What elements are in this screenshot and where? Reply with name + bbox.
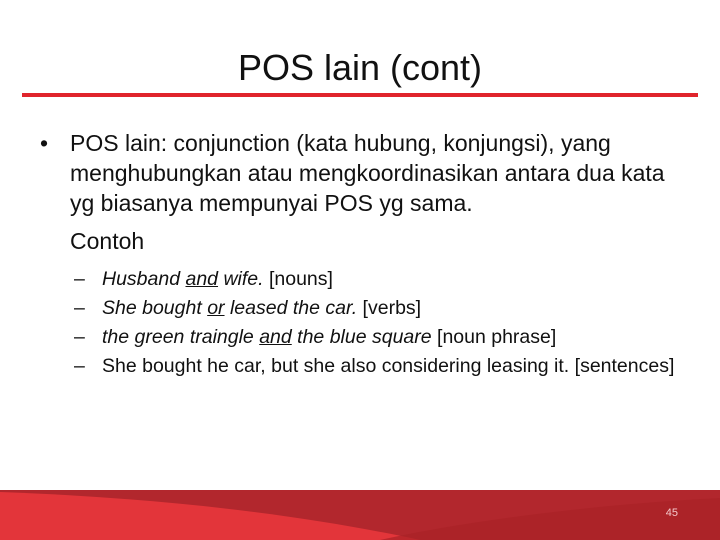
footer-wave-graphic <box>0 490 720 540</box>
title-underline <box>22 93 698 97</box>
slide-title: POS lain (cont) <box>237 47 483 88</box>
dash-marker: – <box>74 268 85 290</box>
example-post: the blue square <box>291 326 432 348</box>
example-post: leased the car. <box>224 297 358 319</box>
example-pre: the green traingle <box>102 326 260 348</box>
example-pre: Husband <box>102 268 186 290</box>
example-post: wife. <box>218 268 264 290</box>
example-list <box>40 266 680 379</box>
example-item <box>74 295 680 321</box>
example-conjunction: and <box>259 326 292 348</box>
example-item <box>74 353 680 379</box>
example-tag: [verbs] <box>357 297 422 319</box>
example-item <box>74 266 680 292</box>
page-number: 45 <box>665 507 678 519</box>
bullet-marker: • <box>40 130 49 156</box>
example-item <box>74 324 680 350</box>
contoh-label: Contoh <box>70 228 145 254</box>
footer-band <box>0 490 720 540</box>
example-conjunction: and <box>185 268 219 290</box>
dash-marker: – <box>74 297 85 319</box>
example-plain: She bought he car, but she also considering leasing it. [sentences] <box>102 355 675 377</box>
slide-body <box>40 128 680 382</box>
bullet-item <box>40 128 680 218</box>
example-tag: [noun phrase] <box>431 326 557 348</box>
example-conjunction: or <box>207 297 225 319</box>
example-pre: She bought <box>102 297 208 319</box>
bullet-text: POS lain: conjunction (kata hubung, konjungsi), yang menghubungkan atau mengkoordinasikan antara dua kata yg biasanya mempunyai POS yg sama. <box>70 130 665 216</box>
example-tag: [nouns] <box>263 268 333 290</box>
dash-marker: – <box>74 355 85 377</box>
dash-marker: – <box>74 326 85 348</box>
